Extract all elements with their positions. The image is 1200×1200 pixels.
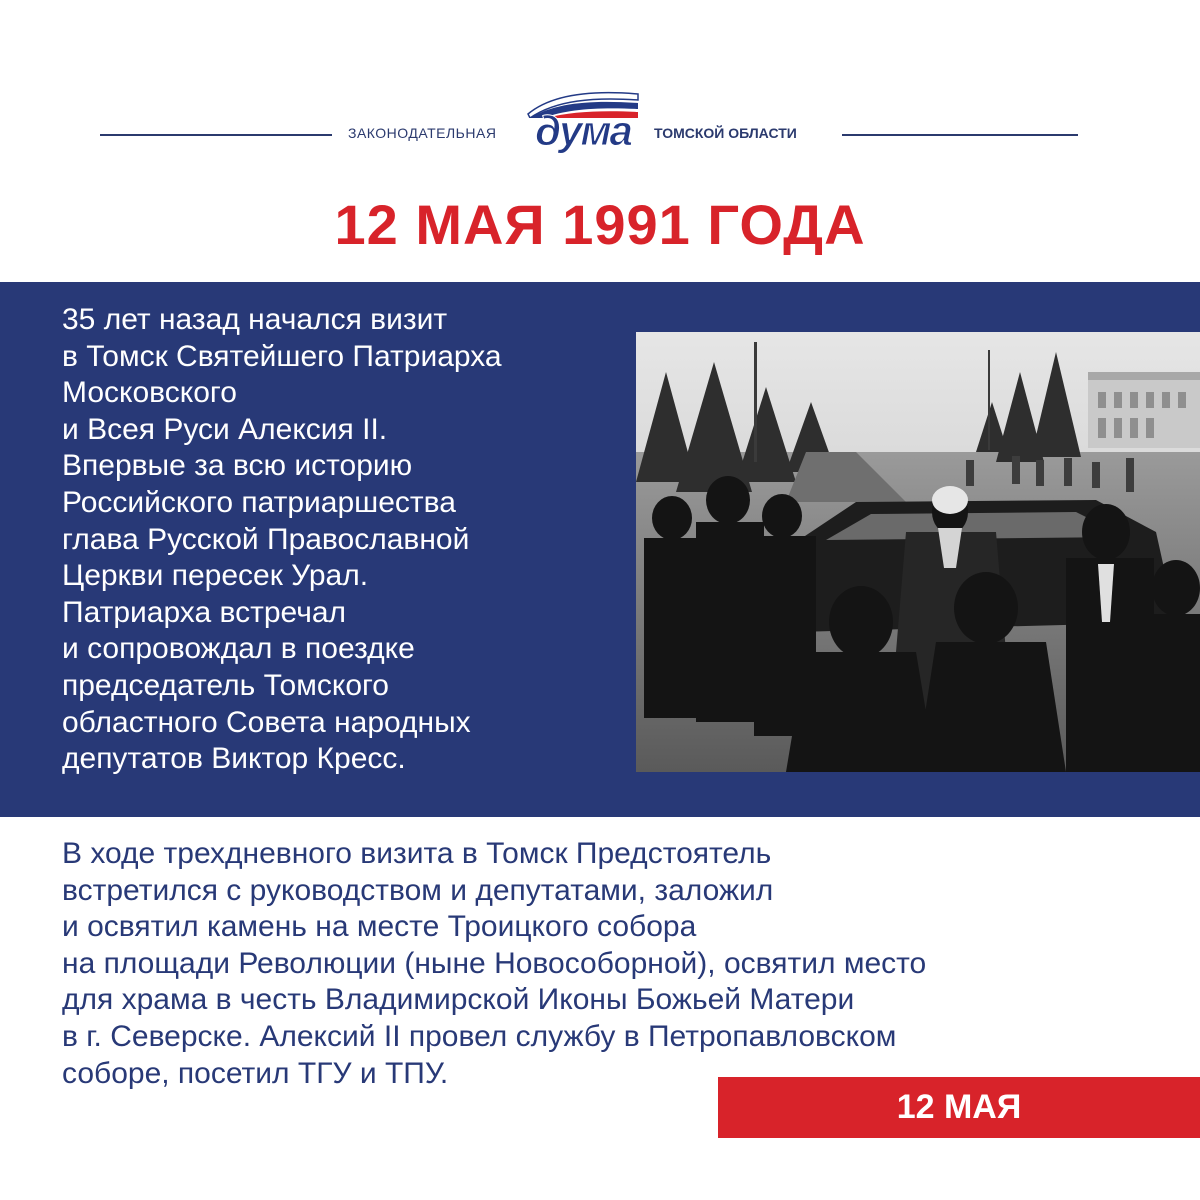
logo-word: дума	[535, 107, 631, 154]
header	[0, 0, 1200, 180]
body-line: для храма в честь Владимирской Иконы Божьей Матери	[62, 983, 855, 1017]
date-badge-label: 12 МАЯ	[896, 1088, 1022, 1126]
body-line: встретился с руководством и депутатами, заложил	[62, 873, 774, 907]
intro-line: в Томск Святейшего Патриарха	[62, 339, 502, 373]
intro-line: председатель Томского	[62, 668, 389, 702]
body-line: В ходе трехдневного визита в Томск Предстоятель	[62, 837, 772, 870]
intro-line: Впервые за всю историю	[62, 449, 413, 483]
body-line: и освятил камень на месте Троицкого собора	[62, 910, 697, 944]
org-name-left: ЗАКОНОДАТЕЛЬНАЯ	[348, 125, 497, 141]
intro-line: областного Совета народных	[62, 705, 471, 739]
org-name-right: ТОМСКОЙ ОБЛАСТИ	[654, 125, 797, 141]
archive-photo-illustration	[636, 332, 1200, 772]
body-line: в г. Северске. Алексий II провел службу в Петропавловском	[62, 1019, 897, 1053]
intro-line: Патриарха встречал	[62, 595, 347, 629]
intro-line: и сопровождал в поездке	[62, 632, 415, 666]
intro-line: Московского	[62, 376, 237, 410]
intro-text	[62, 302, 632, 778]
header-rule-right	[842, 134, 1078, 136]
intro-line: Российского патриаршества	[62, 485, 456, 519]
intro-line: Церкви пересек Урал.	[62, 559, 369, 593]
intro-line: депутатов Виктор Кресс.	[62, 742, 406, 776]
intro-line: и Всея Руси Алексия II.	[62, 412, 388, 446]
intro-line: 35 лет назад начался визит	[62, 303, 448, 336]
archive-photo	[636, 332, 1200, 772]
date-badge	[718, 1077, 1200, 1138]
intro-line: глава Русской Православной	[62, 522, 470, 556]
duma-logo	[512, 88, 650, 156]
body-line: соборе, посетил ТГУ и ТПУ.	[62, 1056, 449, 1090]
body-text	[62, 836, 1172, 1092]
header-rule-left	[100, 134, 332, 136]
body-line: на площади Революции (ныне Новособорной), освятил место	[62, 946, 927, 980]
page-title: 12 МАЯ 1991 ГОДА	[334, 193, 866, 256]
